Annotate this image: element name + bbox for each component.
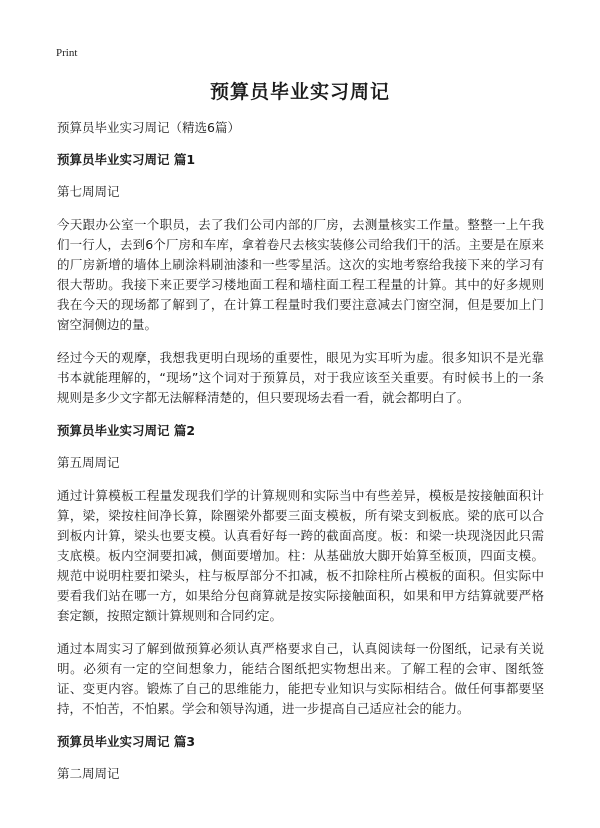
page-title: 预算员毕业实习周记 xyxy=(209,81,390,103)
section-heading-2: 预算员毕业实习周记 篇2 xyxy=(57,423,196,438)
paragraph-2-2: 通过本周实习了解到做预算必须认真严格要求自己，认真阅读每一份图纸，记录有关说明。必须有一定的空间想象力，能结合图纸把实物想出来。了解工程的会审、图纸签证、变更内容。锻炼了自己的思维能力，能把专业知识与实际相结合。做任何事都要坚持，不怕苦，不怕累。学会和领导沟通，进一步提高自己适应社会的能力。 xyxy=(57,641,544,716)
print-link[interactable]: Print xyxy=(56,47,78,59)
paragraph-1-2: 经过今天的观摩，我想我更明白现场的重要性，眼见为实耳听为虚。很多知识不是光靠书本就能理解的，“现场”这个词对于预算员，对于我应该至关重要。有时候书上的一条规则是多少文字都无法解释清楚的，但只要现场去看一看，就会都明白了。 xyxy=(57,350,544,405)
week-label-2: 第五周周记 xyxy=(57,455,120,470)
section-heading-3: 预算员毕业实习周记 篇3 xyxy=(57,734,196,749)
week-label-3: 第二周周记 xyxy=(57,766,120,781)
week-label-1: 第七周周记 xyxy=(57,184,120,199)
document-body xyxy=(57,118,544,797)
paragraph-1-1: 今天跟办公室一个职员，去了我们公司内部的厂房，去测量核实工作量。整整一上午我们一行人，去到6个厂房和车库，拿着卷尺去核实装修公司给我们干的活。主要是在原来的厂房新增的墙体上刷涂料刷油漆和一些零星活。这次的实地考察给我接下来的学习有很大帮助。我接下来正要学习楼地面工程和墙柱面工程工程量的计算。其中的好多规则我在今天的现场都了解到了，在计算工程量时我们要注意减去门窗空洞，但是要加上门窗空洞侧边的量。 xyxy=(57,217,544,332)
document-subtitle: 预算员毕业实习周记（精选6篇） xyxy=(57,120,240,135)
paragraph-2-1: 通过计算模板工程量发现我们学的计算规则和实际当中有些差异，模板是按接触面积计算，梁，梁按柱间净长算，除圈梁外都要三面支模板，所有梁支到板底。梁的底可以合到板内计算，梁头也要支模。认真看好每一跨的截面高度。板：和梁一块现浇因此只需支底模。板内空洞要扣减，侧面要增加。柱：从基础放大脚开始算至板顶，四面支模。规范中说明柱要扣梁头，柱与板厚部分不扣减，板不扣除柱所占模板的面积。但实际中要看我们站在哪一方，如果给分包商算就是按实际接触面积，如果和甲方结算就要严格套定额，按照定额计算规则和合同约定。 xyxy=(57,488,544,623)
section-heading-1: 预算员毕业实习周记 篇1 xyxy=(57,152,196,167)
